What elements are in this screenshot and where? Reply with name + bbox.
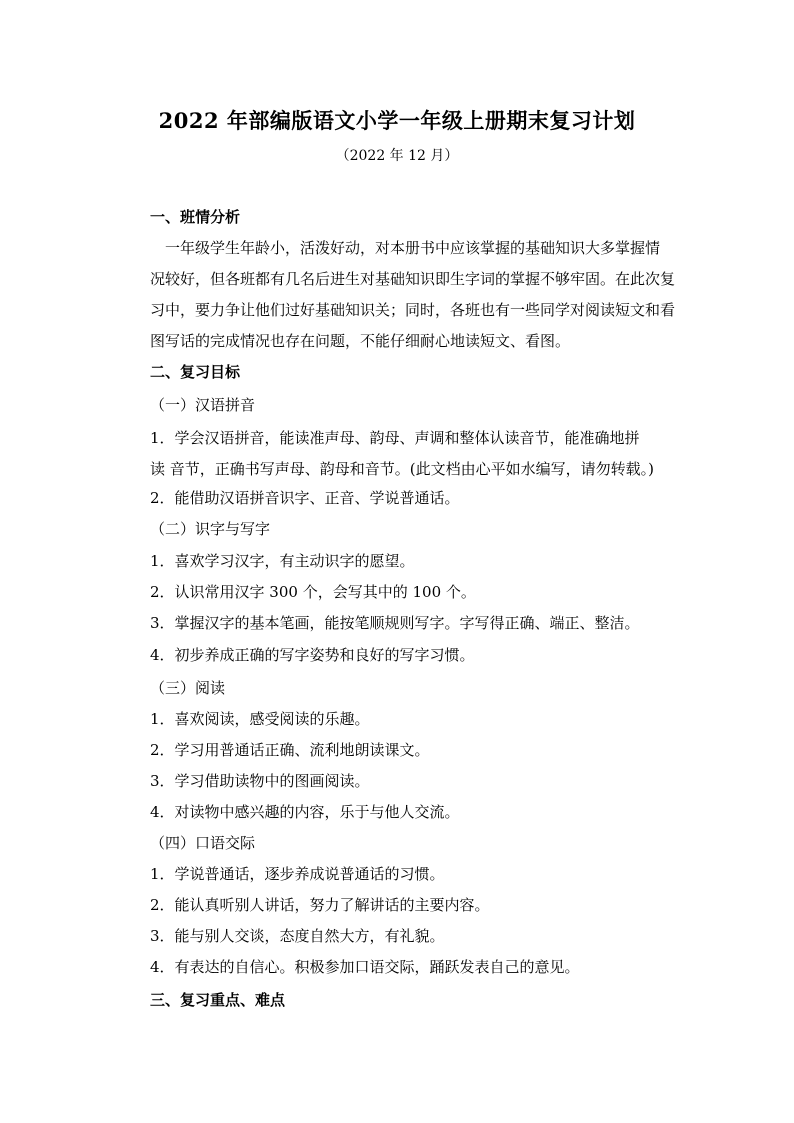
subsection-heading-reading: （三）阅读 xyxy=(150,679,226,697)
subsection-heading-oral: （四）口语交际 xyxy=(150,834,256,852)
list-item: 1．学说普通话，逐步养成说普通话的习惯。 xyxy=(150,865,445,883)
section-heading-review-goals: 二、复习目标 xyxy=(150,363,241,381)
list-item: 2．学习用普通话正确、流利地朗读课文。 xyxy=(150,741,430,759)
paragraph-line: 习中，要力争让他们过好基础知识关；同时，各班也有一些同学对阅读短文和看 xyxy=(150,301,676,319)
list-item: 2．能认真听别人讲话，努力了解讲话的主要内容。 xyxy=(150,896,490,914)
paragraph-line: 况较好，但各班都有几名后进生对基础知识即生字词的掌握不够牢固。在此次复 xyxy=(150,270,676,288)
list-item: 3．掌握汉字的基本笔画，能按笔顺规则写字。字写得正确、端正、整洁。 xyxy=(150,614,640,632)
section-heading-key-points: 三、复习重点、难点 xyxy=(150,991,286,1009)
list-item: 1．喜欢阅读，感受阅读的乐趣。 xyxy=(150,710,370,728)
paragraph-line: 一年级学生年龄小，活泼好动，对本册书中应该掌握的基础知识大多掌握情 xyxy=(150,239,661,257)
document-date: （2022 年 12 月） xyxy=(335,148,459,164)
list-item: 1．学会汉语拼音，能读准声母、韵母、声调和整体认读音节，能准确地拼 xyxy=(150,429,640,447)
list-item: 4．对读物中感兴趣的内容，乐于与他人交流。 xyxy=(150,803,460,821)
list-item: 2．能借助汉语拼音识字、正音、学说普通话。 xyxy=(150,489,460,507)
list-item: 4．有表达的自信心。积极参加口语交际，踊跃发表自己的意见。 xyxy=(150,958,580,976)
subsection-heading-pinyin: （一）汉语拼音 xyxy=(150,396,256,414)
list-item: 2．认识常用汉字 300 个，会写其中的 100 个。 xyxy=(150,583,476,601)
list-item: 3．学习借助读物中的图画阅读。 xyxy=(150,772,370,790)
list-item: 1．喜欢学习汉字，有主动识字的愿望。 xyxy=(150,552,415,570)
list-item: 4．初步养成正确的写字姿势和良好的写字习惯。 xyxy=(150,646,475,664)
section-heading-class-analysis: 一、班情分析 xyxy=(150,208,241,226)
list-item: 3．能与别人交谈，态度自然大方，有礼貌。 xyxy=(150,927,445,945)
subsection-heading-literacy: （二）识字与写字 xyxy=(150,520,271,538)
paragraph-line: 图写话的完成情况也存在问题，不能仔细耐心地读短文、看图。 xyxy=(150,332,571,350)
document-title: 2022 年部编版语文小学一年级上册期末复习计划 xyxy=(158,108,636,133)
list-item: 读 音节，正确书写声母、韵母和音节。(此文档由心平如水编写，请勿转载。) xyxy=(150,460,654,478)
